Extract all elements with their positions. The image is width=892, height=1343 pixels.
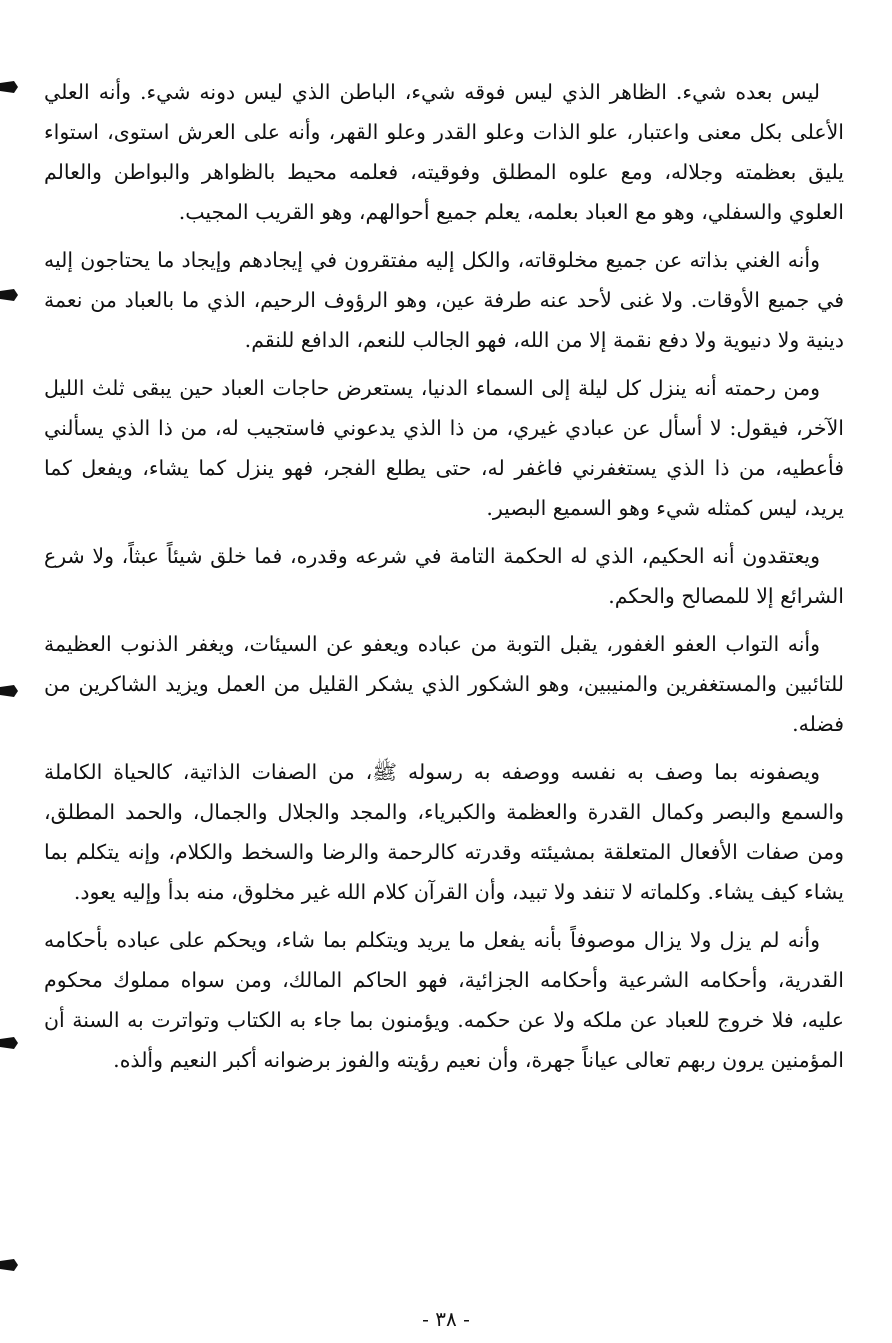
page-number: - ٣٨ -: [422, 1307, 470, 1331]
binding-mark-icon: [0, 1258, 18, 1272]
paragraph-6: ويصفونه بما وصف به نفسه ووصفه به رسوله ﷺ، من الصفات الذاتية، كالحياة الكاملة والسمع والبصر وكمال القدرة والعظمة والكبرياء، والمجد والجلال والجمال، والحمد المطلق، ومن صفات الأفعال المتعلقة بمشيئته وقدرته كالرحمة والرضا والسخط والكلام، وإنه يتكلم بما يشاء كيف يشاء. وكلماته لا تنفد ولا تبيد، وأن القرآن كلام الله غير مخلوق، منه بدأ وإليه يعود.: [44, 760, 844, 904]
binding-mark-icon: [0, 288, 18, 302]
paragraph-1: ليس بعده شيء. الظاهر الذي ليس فوقه شيء، الباطن الذي ليس دونه شيء. وأنه العلي الأعلى بكل معنى واعتبار، علو الذات وعلو القدر وعلو القهر، وأنه على العرش استوى، استواء يليق بعظمته وجلاله، ومع علوه المطلق وفوقيته، فعلمه محيط بالظواهر والبواطن والعالم العلوي والسفلي، وهو مع العباد بعلمه، يعلم جميع أحوالهم، وهو القريب المجيب.: [44, 80, 844, 224]
binding-mark-icon: [0, 80, 18, 94]
page-body: [44, 72, 844, 1088]
paragraph-3: ومن رحمته أنه ينزل كل ليلة إلى السماء الدنيا، يستعرض حاجات العباد حين يبقى ثلث الليل الآخر، فيقول: لا أسأل عن عبادي غيري، من ذا الذي يدعوني فاستجيب له، من ذا الذي يسألني فأعطيه، من ذا الذي يستغفرني فاغفر له، حتى يطلع الفجر، فهو ينزل كما يشاء، ويفعل كما يريد، ليس كمثله شيء وهو السميع البصير.: [44, 376, 844, 520]
paragraph-7: وأنه لم يزل ولا يزال موصوفاً بأنه يفعل ما يريد ويتكلم بما شاء، ويحكم على عباده بأحكامه القدرية، وأحكامه الشرعية وأحكامه الجزائية، فهو الحاكم المالك، ومن سواه مملوك محكوم عليه، فلا خروج للعباد عن ملكه ولا عن حكمه. ويؤمنون بما جاء به الكتاب وتواترت به السنة أن المؤمنين يرون ربهم تعالى عياناً جهرة، وأن نعيم رؤيته والفوز برضوانه أكبر النعيم وألذه.: [44, 928, 844, 1072]
binding-mark-icon: [0, 684, 18, 698]
paragraph-5: وأنه التواب العفو الغفور، يقبل التوبة من عباده ويعفو عن السيئات، ويغفر الذنوب العظيمة للتائبين والمستغفرين والمنيبين، وهو الشكور الذي يشكر القليل من العمل ويزيد الشاكرين من فضله.: [44, 632, 844, 736]
paragraph-2: وأنه الغني بذاته عن جميع مخلوقاته، والكل إليه مفتقرون في إيجادهم وإيجاد ما يحتاجون إليه في جميع الأوقات. ولا غنى لأحد عنه طرفة عين، وهو الرؤوف الرحيم، الذي ما بالعباد من نعمة دينية ولا دنيوية ولا دفع نقمة إلا من الله، فهو الجالب للنعم، الدافع للنقم.: [44, 248, 844, 352]
paragraph-4: ويعتقدون أنه الحكيم، الذي له الحكمة التامة في شرعه وقدره، فما خلق شيئاً عبثاً، ولا شرع الشرائع إلا للمصالح والحكم.: [44, 544, 844, 608]
binding-mark-icon: [0, 1036, 18, 1050]
